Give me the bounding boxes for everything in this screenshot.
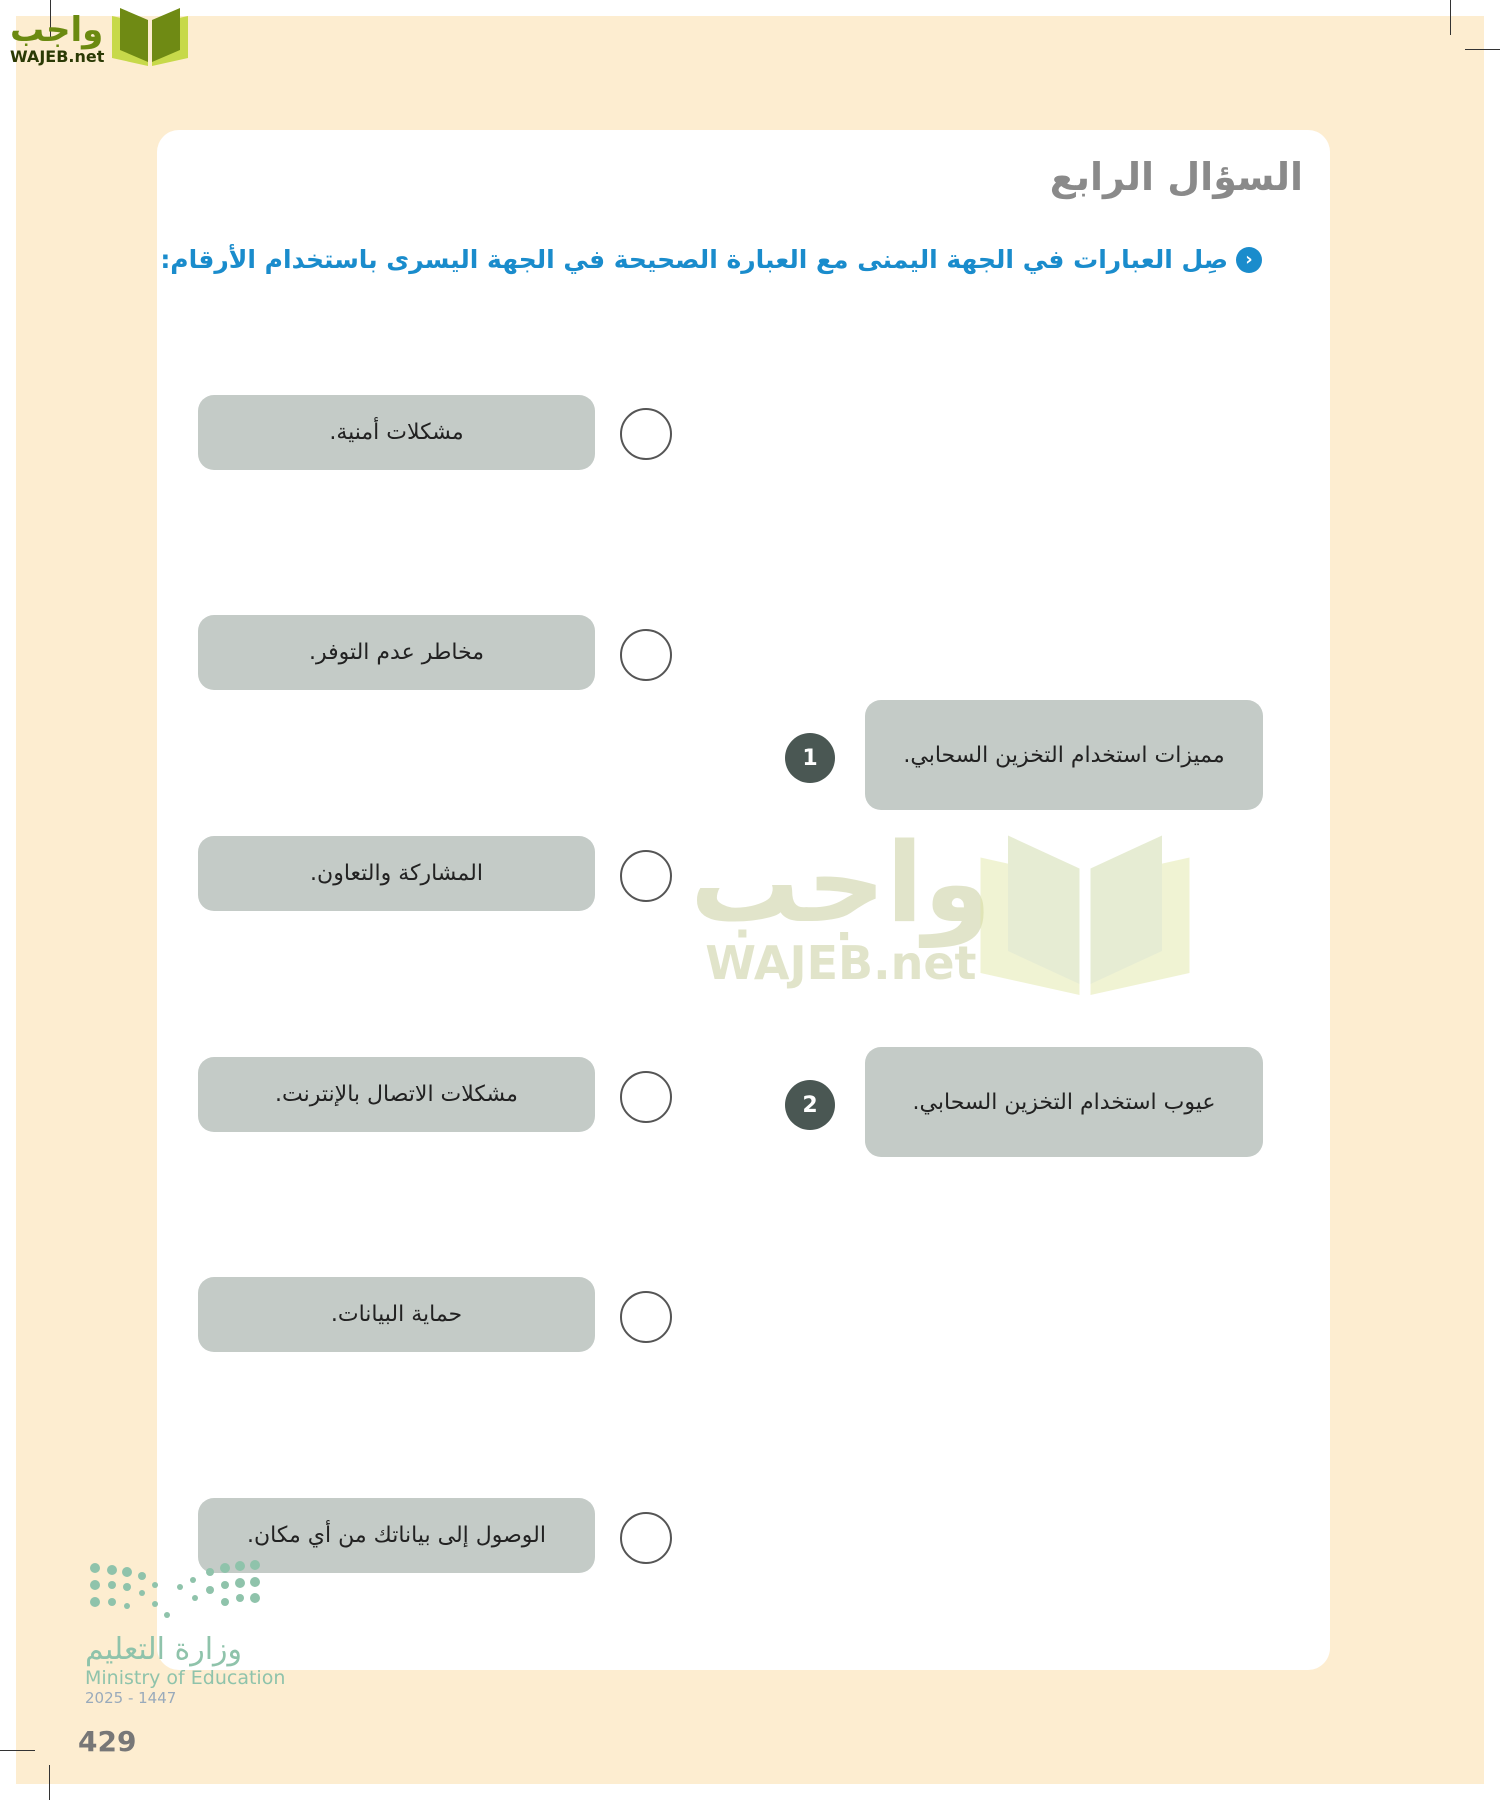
option-text: الوصول إلى بياناتك من أي مكان. bbox=[247, 1523, 546, 1548]
answer-circle[interactable] bbox=[620, 1512, 672, 1564]
answer-circle[interactable] bbox=[620, 850, 672, 902]
option-box bbox=[198, 1057, 595, 1132]
crop-mark bbox=[0, 1750, 35, 1751]
number-badge: 1 bbox=[785, 733, 835, 783]
option-box bbox=[198, 615, 595, 690]
ministry-arabic: وزارة التعليم bbox=[85, 1632, 243, 1667]
ministry-year: 2025 - 1447 bbox=[85, 1689, 177, 1707]
ministry-logo bbox=[85, 1560, 285, 1707]
answer-circle[interactable] bbox=[620, 1071, 672, 1123]
crop-mark bbox=[49, 1765, 50, 1800]
page-number: 429 bbox=[78, 1725, 137, 1758]
ministry-english: Ministry of Education bbox=[85, 1667, 286, 1689]
logo-arabic: واجب bbox=[10, 10, 104, 50]
crop-mark bbox=[1465, 49, 1500, 50]
question-title: السؤال الرابع bbox=[1049, 155, 1303, 199]
book-icon bbox=[110, 6, 190, 66]
category-text: مميزات استخدام التخزين السحابي. bbox=[903, 742, 1225, 768]
category-box bbox=[865, 1047, 1263, 1157]
answer-circle[interactable] bbox=[620, 408, 672, 460]
crop-mark bbox=[1450, 0, 1451, 35]
option-text: مخاطر عدم التوفر. bbox=[308, 640, 485, 665]
logo-latin: WAJEB.net bbox=[10, 47, 105, 66]
answer-circle[interactable] bbox=[620, 629, 672, 681]
category-box bbox=[865, 700, 1263, 810]
option-text: حماية البيانات. bbox=[330, 1302, 463, 1327]
wajeb-logo bbox=[10, 6, 190, 66]
ministry-dots-icon bbox=[85, 1560, 265, 1620]
chevron-left-icon: ‹ bbox=[1236, 247, 1262, 273]
category-text: عيوب استخدام التخزين السحابي. bbox=[912, 1089, 1216, 1115]
watermark-latin: WAJEB.net bbox=[705, 936, 977, 990]
option-text: مشكلات الاتصال بالإنترنت. bbox=[275, 1082, 518, 1107]
option-text: مشكلات أمنية. bbox=[329, 420, 464, 445]
option-box bbox=[198, 395, 595, 470]
number-badge: 2 bbox=[785, 1080, 835, 1130]
watermark-arabic: واجب bbox=[690, 819, 992, 947]
watermark-book-icon bbox=[975, 830, 1195, 995]
option-box bbox=[198, 1277, 595, 1352]
option-text: المشاركة والتعاون. bbox=[310, 861, 483, 886]
instruction bbox=[160, 245, 1262, 274]
instruction-text: صِل العبارات في الجهة اليمنى مع العبارة الصحيحة في الجهة اليسرى باستخدام الأرقام: bbox=[160, 245, 1228, 274]
option-box bbox=[198, 836, 595, 911]
answer-circle[interactable] bbox=[620, 1291, 672, 1343]
